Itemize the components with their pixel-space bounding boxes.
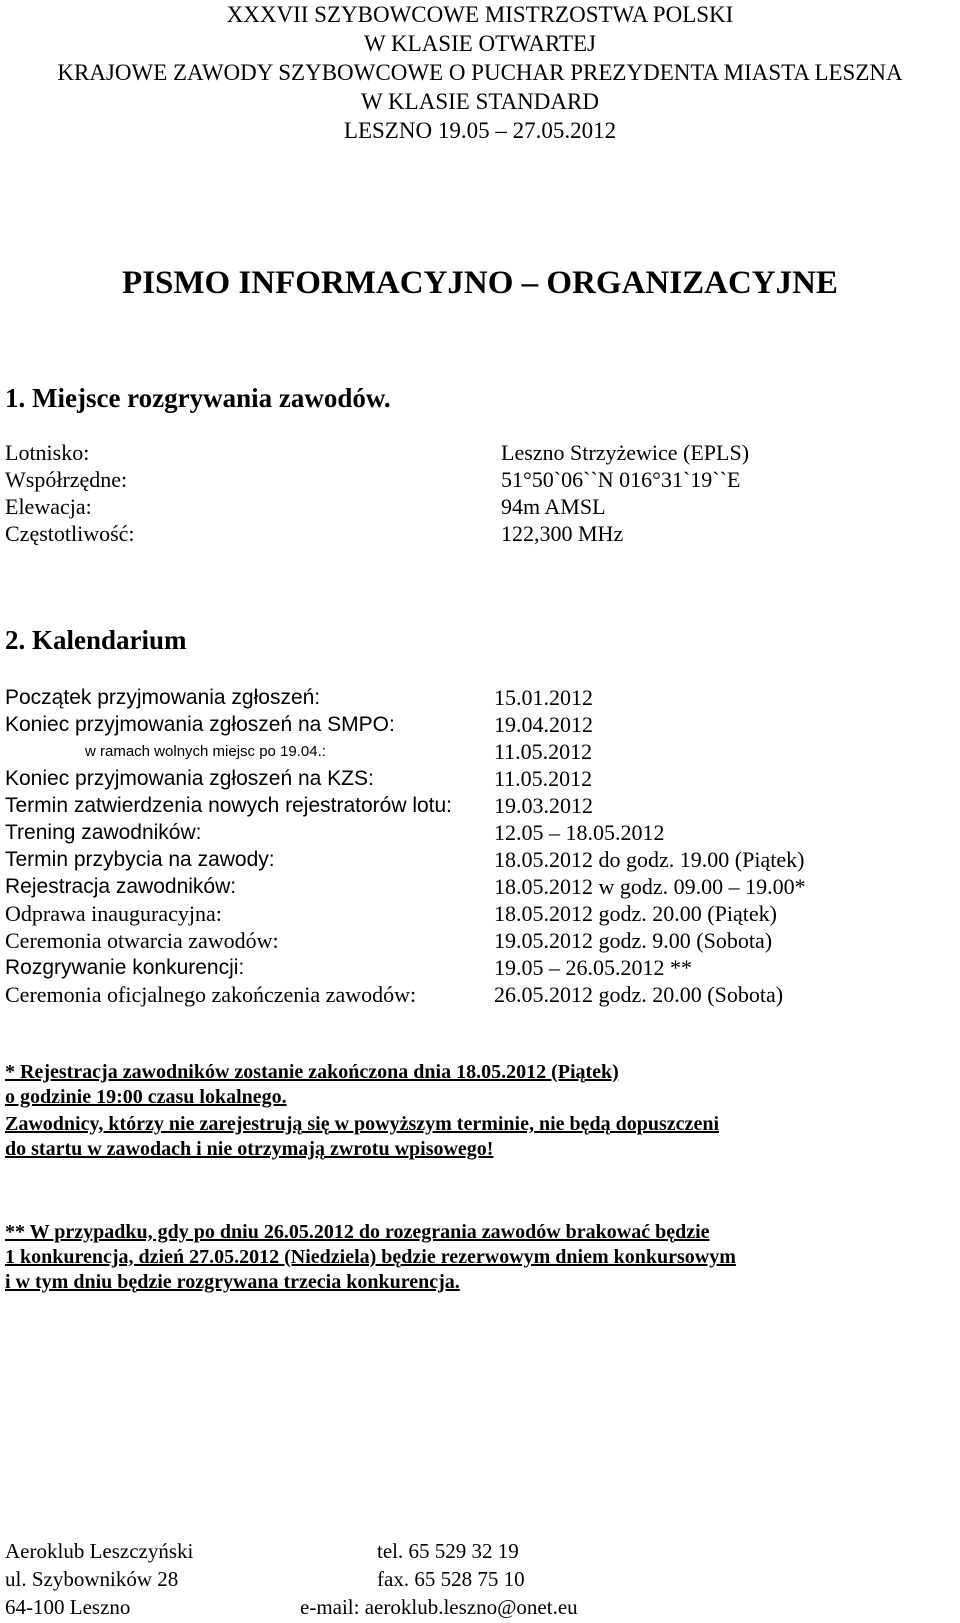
location-value: Leszno Strzyżewice (EPLS) (501, 440, 750, 465)
reserve-day-note-line: 1 konkurencja, dzień 27.05.2012 (Niedziela) będzie rezerwowym dniem konkursowym (5, 1246, 736, 1268)
footer-contact: tel. 65 529 32 19 (377, 1539, 519, 1563)
calendar-value: 26.05.2012 godz. 20.00 (Sobota) (494, 982, 784, 1007)
header-line-3: KRAJOWE ZAWODY SZYBOWCOWE O PUCHAR PREZYDENTA MIASTA LESZNA (57, 60, 903, 85)
reserve-day-note-line: i w tym dniu będzie rozgrywana trzecia konkurencja. (5, 1271, 460, 1293)
elevation-label: Elewacja: (5, 494, 92, 519)
header-line-1: XXXVII SZYBOWCOWE MISTRZOSTWA POLSKI (226, 2, 734, 27)
frequency-label: Częstotliwość: (5, 521, 135, 546)
header-line-2: W KLASIE OTWARTEJ (364, 31, 596, 56)
calendar-label: Odprawa inauguracyjna: (5, 901, 222, 926)
footer-contact: fax. 65 528 75 10 (377, 1567, 525, 1591)
calendar-label: Koniec przyjmowania zgłoszeń na SMPO: (5, 713, 395, 736)
calendar-value: 15.01.2012 (494, 685, 593, 710)
calendar-label: Ceremonia oficjalnego zakończenia zawodów: (5, 982, 417, 1007)
header-line-5: LESZNO 19.05 – 27.05.2012 (343, 118, 617, 143)
calendar-value: 11.05.2012 (494, 739, 593, 764)
calendar-label: Koniec przyjmowania zgłoszeń na KZS: (5, 767, 374, 790)
calendar-label: w ramach wolnych miejsc po 19.04.: (85, 743, 326, 760)
footer-address: ul. Szybowników 28 (5, 1567, 179, 1591)
calendar-label: Początek przyjmowania zgłoszeń: (5, 686, 321, 709)
calendar-value: 19.05.2012 godz. 9.00 (Sobota) (494, 928, 773, 953)
calendar-label: Trening zawodników: (5, 821, 202, 844)
calendar-label: Rozgrywanie konkurencji: (5, 956, 245, 979)
calendar-label: Termin przybycia na zawody: (5, 848, 275, 871)
registration-note-line: * Rejestracja zawodników zostanie zakończona dnia 18.05.2012 (Piątek) (5, 1061, 619, 1083)
footer-email: e-mail: aeroklub.leszno@onet.eu (300, 1595, 578, 1619)
section-2-heading: 2. Kalendarium (5, 625, 187, 655)
registration-note-line: do startu w zawodach i nie otrzymają zwrotu wpisowego! (5, 1138, 494, 1160)
coordinates-value: 51°50`06``N 016°31`19``E (501, 467, 741, 492)
footer-address: Aeroklub Leszczyński (5, 1539, 194, 1563)
elevation-value: 94m AMSL (501, 494, 606, 519)
document-title: PISMO INFORMACYJNO – ORGANIZACYJNE (122, 265, 838, 301)
calendar-value: 18.05.2012 do godz. 19.00 (Piątek) (494, 847, 805, 872)
location-label: Lotnisko: (5, 440, 90, 465)
calendar-value: 18.05.2012 godz. 20.00 (Piątek) (494, 901, 777, 926)
calendar-label: Rejestracja zawodników: (5, 875, 237, 898)
calendar-value: 19.03.2012 (494, 793, 593, 818)
section-1-heading: 1. Miejsce rozgrywania zawodów. (5, 383, 391, 413)
header-line-4: W KLASIE STANDARD (361, 89, 599, 114)
footer-address: 64-100 Leszno (5, 1595, 131, 1619)
calendar-value: 18.05.2012 w godz. 09.00 – 19.00* (494, 874, 806, 899)
coordinates-label: Współrzędne: (5, 467, 128, 492)
registration-note-line: o godzinie 19:00 czasu lokalnego. (5, 1086, 287, 1108)
calendar-value: 19.04.2012 (494, 712, 593, 737)
frequency-value: 122,300 MHz (501, 521, 624, 546)
calendar-label: Ceremonia otwarcia zawodów: (5, 928, 279, 953)
calendar-value: 12.05 – 18.05.2012 (494, 820, 665, 845)
registration-note-line: Zawodnicy, którzy nie zarejestrują się w powyższym terminie, nie będą dopuszczeni (5, 1113, 719, 1135)
calendar-value: 19.05 – 26.05.2012 ** (494, 955, 692, 980)
calendar-label: Termin zatwierdzenia nowych rejestratorów lotu: (5, 794, 453, 817)
reserve-day-note-line: ** W przypadku, gdy po dniu 26.05.2012 do rozegrania zawodów brakować będzie (5, 1221, 710, 1243)
calendar-value: 11.05.2012 (494, 766, 593, 791)
document-header (0, 0, 960, 145)
